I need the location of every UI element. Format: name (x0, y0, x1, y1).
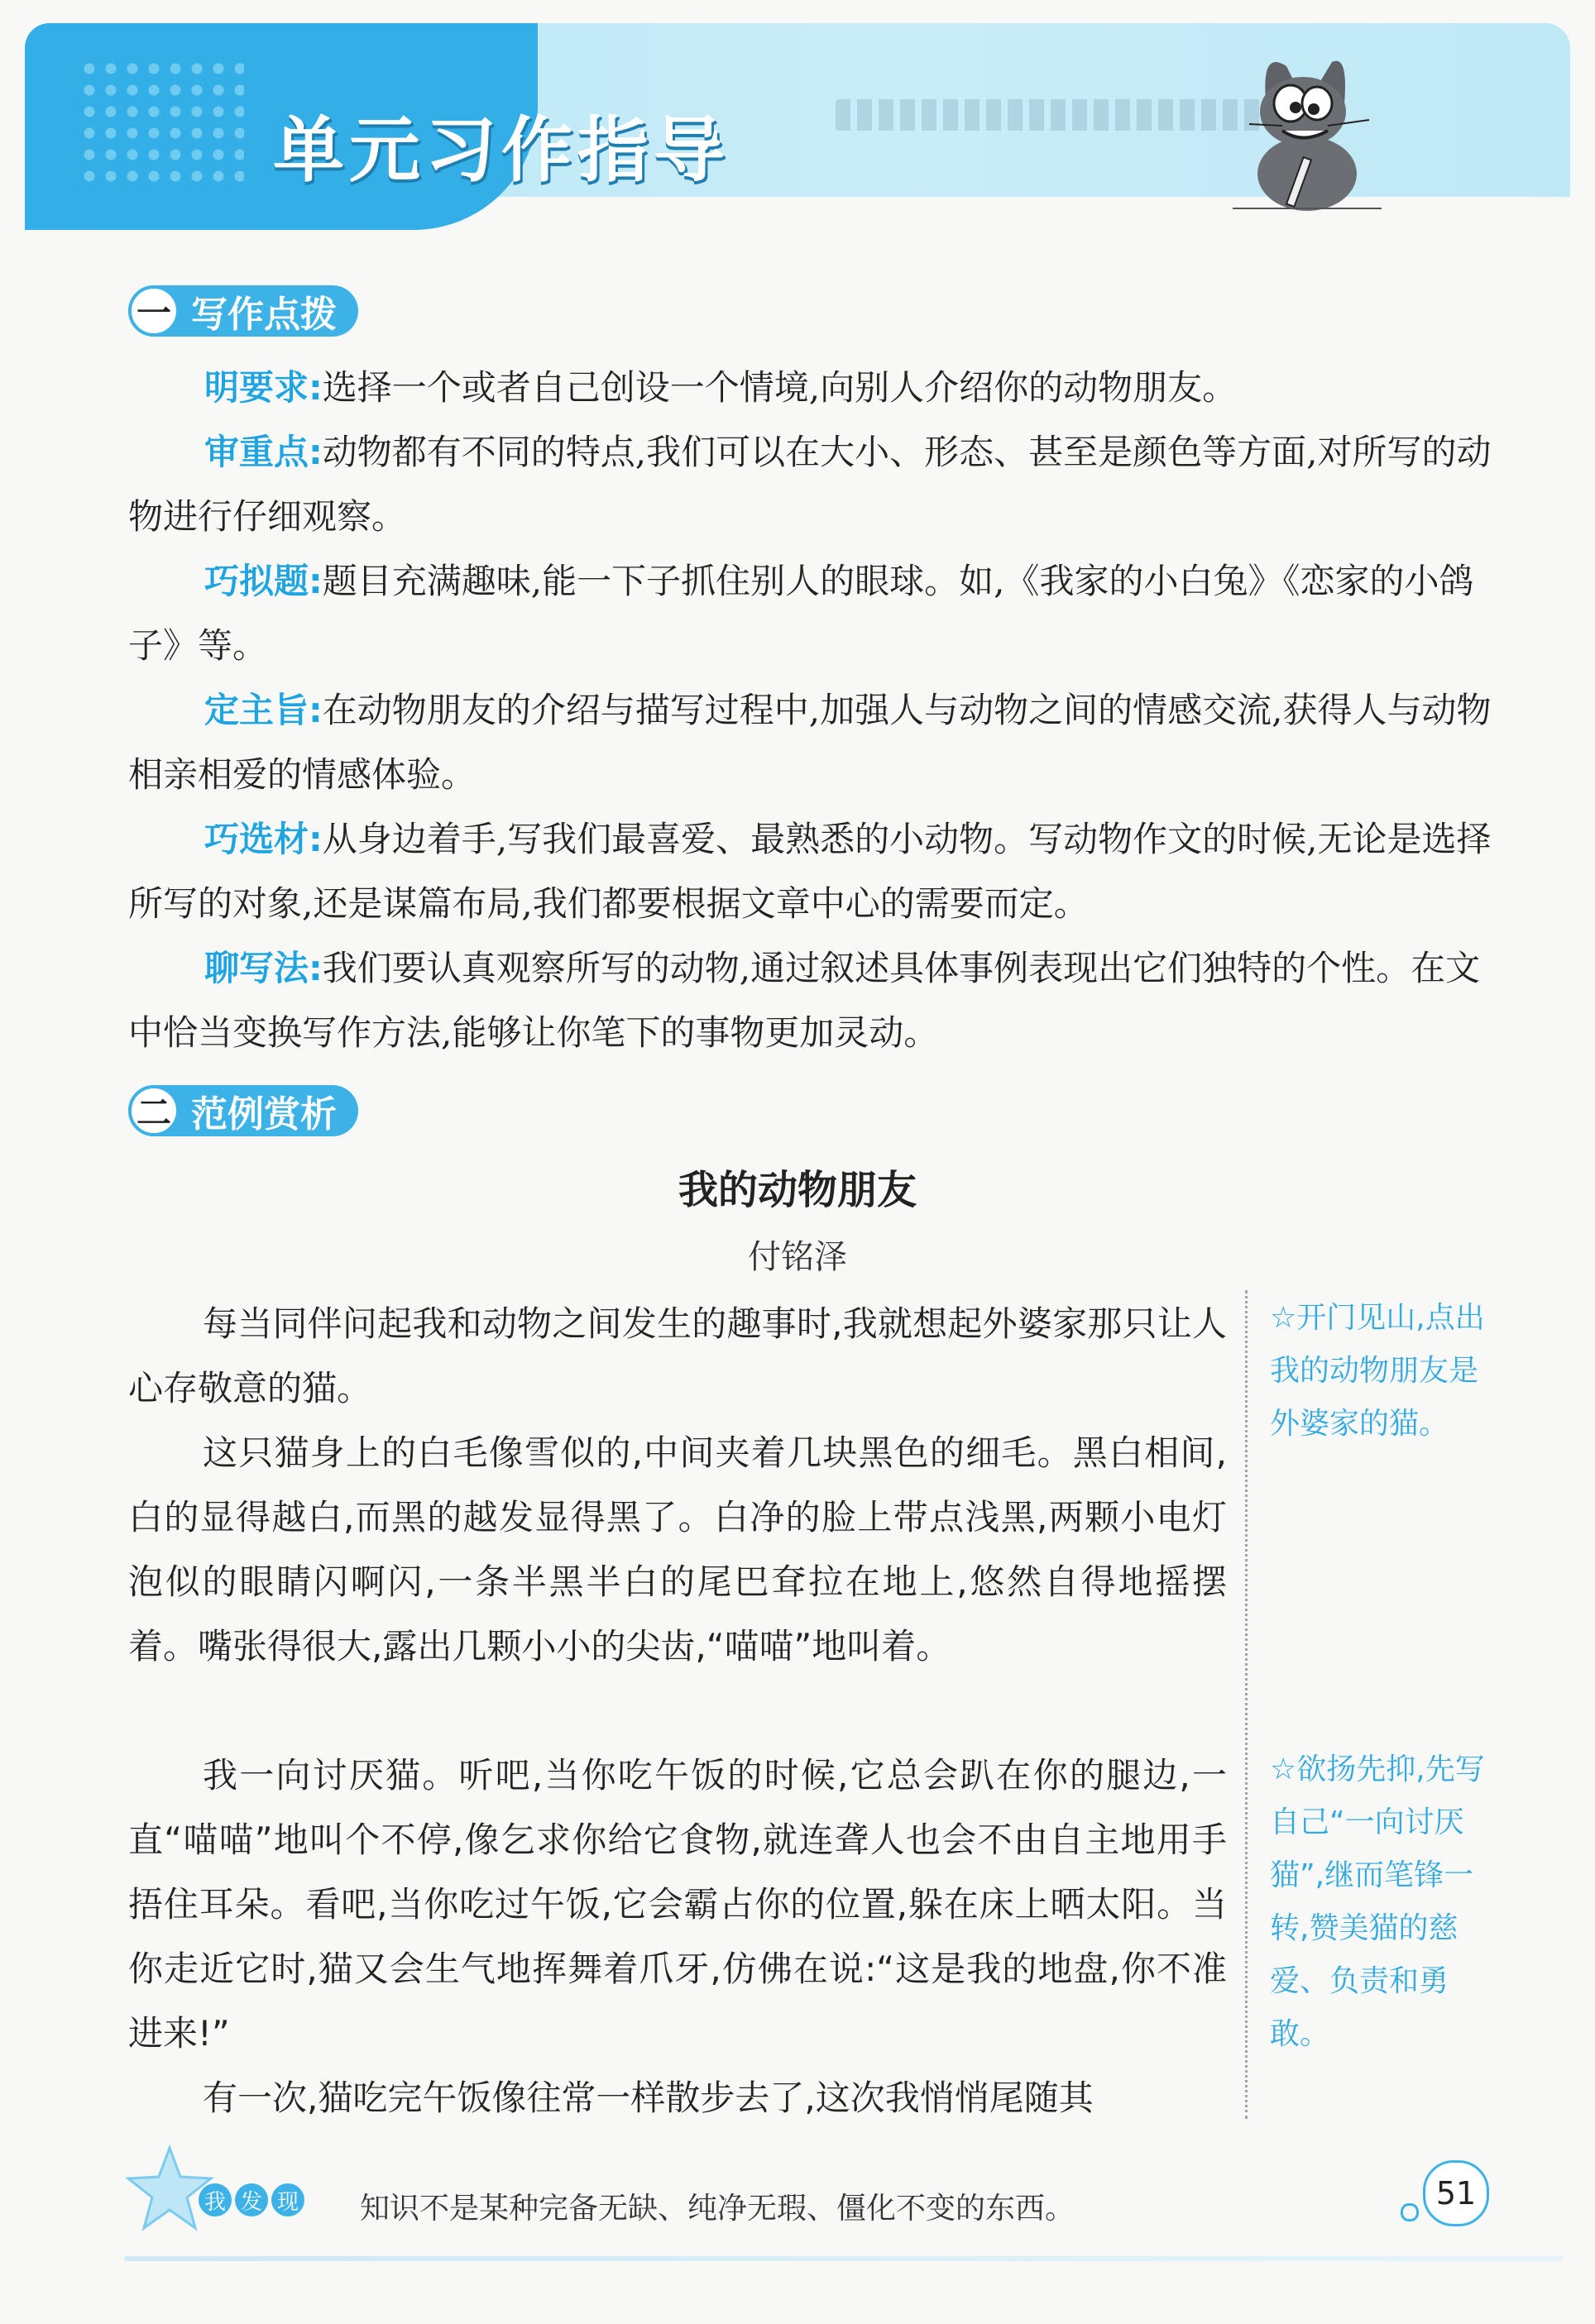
essay-author: 付铭泽 (748, 1238, 847, 1276)
section-number: 一 (128, 285, 180, 337)
guidance-tag: 明要求: (204, 367, 323, 408)
discover-badge (199, 2183, 304, 2216)
section-label: 写作点拨 (191, 294, 337, 336)
margin-note (1270, 1743, 1502, 2061)
dot-pattern (79, 58, 244, 182)
guidance-text: 在动物朋友的介绍与描写过程中,加强人与动物之间的情感交流,获得人与动物相亲相爱的情感体验。 (128, 690, 1492, 795)
margin-divider (1245, 1290, 1248, 2119)
section-label: 范例赏析 (191, 1093, 337, 1136)
guidance-tag: 审重点: (204, 432, 323, 472)
star-icon: ☆ (1270, 1753, 1297, 1786)
section-header-writing-tips (128, 285, 358, 337)
guidance-tag: 巧拟题: (204, 561, 323, 601)
guidance-item (128, 678, 1502, 807)
guidance-text: 题目充满趣味,能一下子抓住别人的眼球。如,《我家的小白兔》《恋家的小鸽子》等。 (128, 561, 1474, 666)
guidance-item (128, 936, 1502, 1065)
note-text: 开门见山,点出我的动物朋友是外婆家的猫。 (1270, 1301, 1485, 1441)
guidance-item (128, 807, 1502, 936)
essay-paragraph: 每当同伴问起我和动物之间发生的趣事时,我就想起外婆家那只让人心存敬意的猫。 (128, 1303, 1227, 1408)
writing-cat-icon (1216, 33, 1390, 223)
guidance-text: 动物都有不同的特点,我们可以在大小、形态、甚至是颜色等方面,对所写的动物进行仔细观察。 (128, 432, 1492, 537)
page-number: 51 (1423, 2160, 1489, 2226)
guidance-tag: 巧选材: (204, 819, 323, 859)
guidance-tag: 聊写法: (204, 948, 323, 988)
footer-line (124, 2256, 1564, 2261)
guidance-text: 从身边着手,写我们最喜爱、最熟悉的小动物。写动物作文的时候,无论是选择所写的对象,还是谋篇布局,我们都要根据文章中心的需要而定。 (128, 819, 1492, 924)
guidance-item (128, 420, 1502, 549)
footer-quote: 知识不是某种完备无缺、纯净无瑕、僵化不变的东西。 (360, 2192, 1075, 2226)
discover-char: 发 (235, 2183, 268, 2216)
section-number: 二 (128, 1085, 180, 1136)
page-dot (1401, 2203, 1419, 2221)
discover-char: 我 (199, 2183, 232, 2216)
unit-title: 单元习作指导 (273, 109, 730, 192)
faded-header-text (836, 99, 1282, 131)
star-icon: ☆ (1270, 1301, 1297, 1335)
section-header-example-analysis (128, 1085, 358, 1136)
margin-note (1270, 1292, 1502, 1451)
essay-paragraph: 有一次,猫吃完午饭像往常一样散步去了,这次我悄悄尾随其 (203, 2078, 1094, 2118)
note-text: 欲扬先抑,先写自己“一向讨厌猫”,继而笔锋一转,赞美猫的慈爱、负责和勇敢。 (1270, 1753, 1485, 2051)
guidance-tag: 定主旨: (204, 690, 323, 730)
guidance-item (128, 356, 1502, 420)
guidance-text: 我们要认真观察所写的动物,通过叙述具体事例表现出它们独特的个性。在文中恰当变换写作方法,能够让你笔下的事物更加灵动。 (128, 948, 1481, 1053)
essay-paragraph: 这只猫身上的白毛像雪似的,中间夹着几块黑色的细毛。黑白相间,白的显得越白,而黑的越发显得黑了。白净的脸上带点浅黑,两颗小电灯泡似的眼睛闪啊闪,一条半黑半白的尾巴耷拉在地上,悠然自得地摇摆着。嘴张得很大,露出几颗小小的尖齿,“喵喵”地叫着。 (128, 1432, 1227, 1666)
guidance-item (128, 549, 1502, 678)
discover-char: 现 (271, 2183, 304, 2216)
essay-paragraph: 我一向讨厌猫。听吧,当你吃午饭的时候,它总会趴在你的腿边,一直“喵喵”地叫个不停,像乞求你给它食物,就连聋人也会不由自主地用手捂住耳朵。看吧,当你吃过午饭,它会霸占你的位置,躲在床上晒太阳。当你走近它时,猫又会生气地挥舞着爪牙,仿佛在说:“这是我的地盘,你不准进来!” (128, 1755, 1227, 2054)
guidance-text: 选择一个或者自己创设一个情境,向别人介绍你的动物朋友。 (322, 367, 1238, 408)
essay-title: 我的动物朋友 (678, 1167, 917, 1213)
